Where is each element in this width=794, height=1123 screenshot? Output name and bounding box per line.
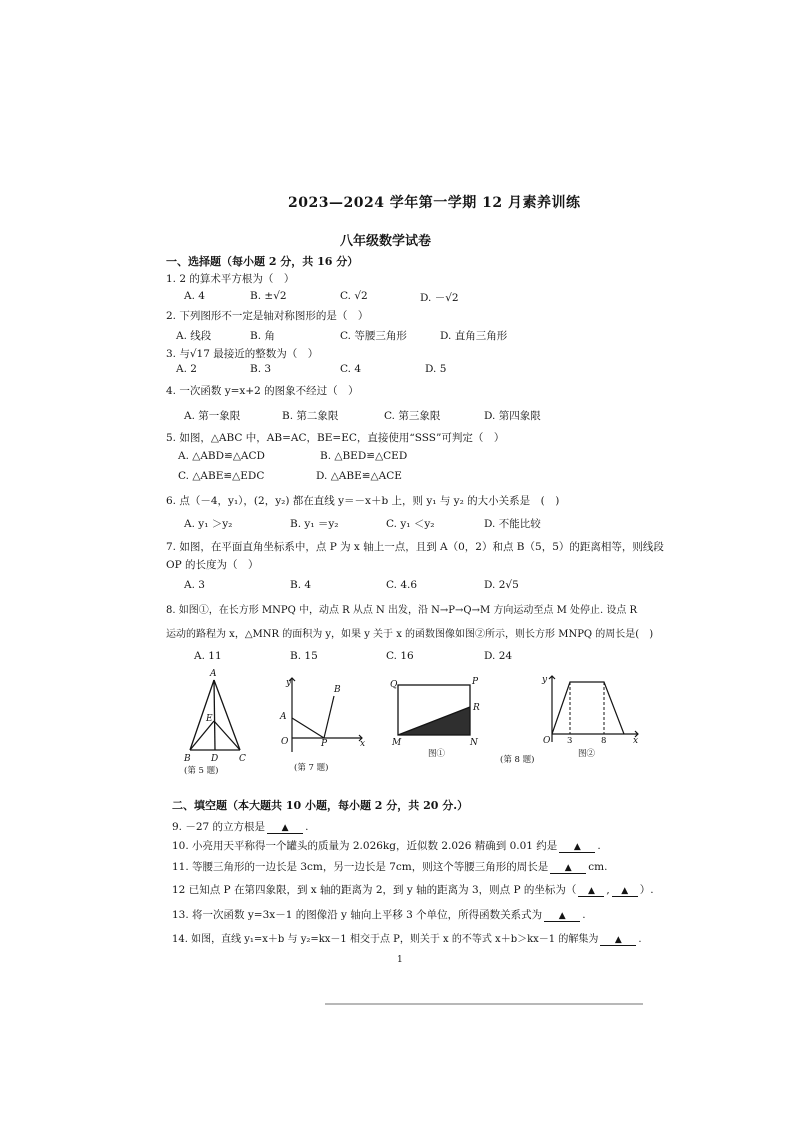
q8-option-b: B. 15	[290, 650, 318, 662]
q3-option-d: D. 5	[425, 363, 447, 375]
q12-answer-blank-y[interactable]	[612, 884, 638, 897]
fig5-label-e: E	[206, 714, 213, 724]
q7-option-c: C. 4.6	[386, 579, 418, 591]
q10-answer-blank[interactable]	[559, 840, 595, 853]
section2-heading: 二、填空题（本大题共 10 小题，每小题 2 分，共 20 分.）	[172, 799, 469, 812]
q1-option-d: D. －√2	[420, 292, 459, 304]
q8-option-a: A. 11	[194, 650, 222, 662]
fig8b-label-y: y	[542, 675, 548, 685]
fig5-label-a: A	[210, 669, 217, 679]
fig5-label-c: C	[239, 754, 246, 764]
q7-option-d: D. 2√5	[484, 579, 519, 591]
q5-option-a: A. △ABD≌△ACD	[178, 450, 265, 462]
q5-stem: 5. 如图，△ABC 中，AB=AC，BE=EC，直接使用“SSS”可判定（ ）	[166, 432, 505, 444]
q1-option-b: B. ±√2	[250, 290, 287, 302]
page-number: 1	[397, 955, 403, 965]
q3-option-c: C. 4	[340, 363, 362, 375]
q8-option-d: D. 24	[484, 650, 513, 662]
section1-heading: 一、选择题（每小题 2 分，共 16 分）	[166, 255, 359, 268]
fig7-label-o: O	[281, 737, 289, 747]
q6-option-b: B. y₁ ＝y₂	[290, 518, 339, 530]
fig5-label-d: D	[211, 754, 219, 764]
q14-blank-mark: ▲	[614, 935, 622, 945]
fig8b-label-o: O	[543, 736, 551, 746]
exam-subtitle: 八年级数学试卷	[340, 234, 432, 249]
exam-title: 2023—2024 学年第一学期 12 月素养训练	[288, 195, 581, 211]
fig8b-tick-8: 8	[601, 736, 607, 746]
fig7-label-a: A	[280, 712, 287, 722]
fig8a-label-n: N	[470, 738, 478, 748]
q1-stem: 1. 2 的算术平方根为（ ）	[166, 273, 295, 285]
q6-option-a: A. y₁ ＞y₂	[184, 518, 233, 530]
q13-answer-blank[interactable]	[544, 909, 580, 922]
fig8a-label-m: M	[392, 738, 402, 748]
q7-stem-line1: 7. 如图，在平面直角坐标系中，点 P 为 x 轴上一点，且到 A（0，2）和点 B（5，5）的距离相等，则线段	[166, 541, 664, 553]
q9-blank-mark: ▲	[281, 823, 289, 833]
q13-end: .	[582, 909, 586, 921]
q2-option-c: C. 等腰三角形	[340, 330, 407, 342]
q9	[172, 819, 308, 834]
q4-stem: 4. 一次函数 y=x+2 的图象不经过（ ）	[166, 385, 359, 397]
fig7-label-b: B	[334, 685, 341, 695]
q9-end: .	[305, 821, 309, 833]
fig5-caption: (第 5 题)	[184, 766, 219, 776]
q3-option-b: B. 3	[250, 363, 272, 375]
q4-option-c: C. 第三象限	[384, 410, 441, 422]
q5-option-b: B. △BED≌△CED	[320, 450, 408, 462]
q2-option-a: A. 线段	[176, 330, 212, 342]
q14	[172, 930, 642, 946]
q5-option-c: C. △ABE≌△EDC	[178, 470, 265, 482]
q4-option-d: D. 第四象限	[484, 410, 541, 422]
fig7-caption: (第 7 题)	[294, 763, 329, 773]
q2-stem: 2. 下列图形不一定是轴对称图形的是（ ）	[166, 310, 369, 322]
q9-answer-blank[interactable]	[267, 821, 303, 834]
q7-option-a: A. 3	[184, 579, 205, 591]
q12-blank-mark-y: ▲	[621, 886, 629, 896]
fig8b-label-x: x	[633, 736, 639, 746]
q7-option-b: B. 4	[290, 579, 312, 591]
q12-end: ）.	[639, 884, 654, 896]
q10-blank-mark: ▲	[573, 842, 581, 852]
q3-stem: 3. 与√17 最接近的整数为（ ）	[166, 348, 319, 360]
fig8a-label-r: R	[473, 703, 480, 713]
q4-option-a: A. 第一象限	[184, 410, 241, 422]
q6-option-c: C. y₁ ＜y₂	[386, 518, 435, 530]
q11-end: cm.	[588, 861, 608, 873]
q10-end: .	[597, 840, 601, 852]
q11-text: 11. 等腰三角形的一边长是 3cm，另一边长是 7cm，则这个等腰三角形的周长是	[172, 861, 549, 873]
fig5-label-b: B	[184, 754, 191, 764]
q14-end: .	[638, 934, 642, 945]
q14-text: 14. 如图，直线 y₁=x＋b 与 y₂=kx－1 相交于点 P，则关于 x 的不等式 x＋b＞kx－1 的解集为	[172, 934, 599, 945]
q11-answer-blank[interactable]	[550, 861, 586, 874]
q11	[172, 859, 607, 874]
fig7-label-y: y	[286, 678, 292, 688]
q1-option-c: C. √2	[340, 290, 368, 302]
fig8a-label-q: Q	[390, 680, 398, 690]
fig8-caption: (第 8 题)	[500, 755, 535, 765]
q13-blank-mark: ▲	[558, 911, 566, 921]
fig8a-label-p: P	[472, 677, 479, 687]
page-bottom-rule	[325, 1003, 643, 1005]
figure-q7-coordinates	[272, 672, 368, 776]
q1-option-a: A. 4	[184, 290, 205, 302]
figure-q8-rectangle	[388, 672, 488, 762]
q8-option-c: C. 16	[386, 650, 414, 662]
q11-blank-mark: ▲	[564, 863, 572, 873]
q3-option-a: A. 2	[176, 363, 197, 375]
q2-option-b: B. 角	[250, 330, 275, 342]
q12-blank-mark-x: ▲	[587, 886, 595, 896]
q6-stem: 6. 点（－4，y₁），(2，y₂) 都在直线 y＝－x＋b 上，则 y₁ 与 y₂ 的大小关系是 ( )	[166, 495, 560, 507]
fig8b-caption: 图②	[578, 749, 596, 759]
q7-stem-line2: OP 的长度为（ ）	[166, 559, 259, 571]
q2-option-d: D. 直角三角形	[440, 330, 508, 342]
fig8a-caption: 图①	[428, 749, 446, 759]
q9-text: 9. －27 的立方根是	[172, 821, 266, 833]
q14-answer-blank[interactable]	[600, 934, 636, 946]
q13	[172, 907, 586, 922]
q8-stem-line1: 8. 如图①，在长方形 MNPQ 中，动点 R 从点 N 出发，沿 N→P→Q→M 方向运动至点 M 处停止. 设点 R	[166, 605, 638, 616]
q12-text: 12 已知点 P 在第四象限，到 x 轴的距离为 2，到 y 轴的距离为 3，则点 P 的坐标为（	[172, 884, 577, 896]
q12-answer-blank-x[interactable]	[578, 884, 604, 897]
q8-stem-line2: 运动的路程为 x，△MNR 的面积为 y，如果 y 关于 x 的函数图像如图②所示，则长方形 MNPQ 的周长是( )	[166, 629, 654, 640]
q4-option-b: B. 第二象限	[282, 410, 339, 422]
fig7-label-x: x	[360, 739, 366, 749]
figure-q8-graph	[498, 672, 648, 770]
figure-q5-triangle	[178, 666, 258, 776]
q13-text: 13. 将一次函数 y=3x－1 的图像沿 y 轴向上平移 3 个单位，所得函数关系式为	[172, 909, 543, 921]
q5-option-d: D. △ABE≌△ACE	[316, 470, 402, 482]
q12	[172, 882, 654, 897]
q6-option-d: D. 不能比较	[484, 518, 541, 530]
q10-text: 10. 小亮用天平称得一个罐头的质量为 2.026kg，近似数 2.026 精确到 0.01 约是	[172, 840, 558, 852]
fig8b-tick-3: 3	[567, 736, 573, 746]
q12-comma: ,	[606, 884, 610, 896]
fig7-label-p: P	[321, 739, 328, 749]
q10	[172, 838, 601, 853]
